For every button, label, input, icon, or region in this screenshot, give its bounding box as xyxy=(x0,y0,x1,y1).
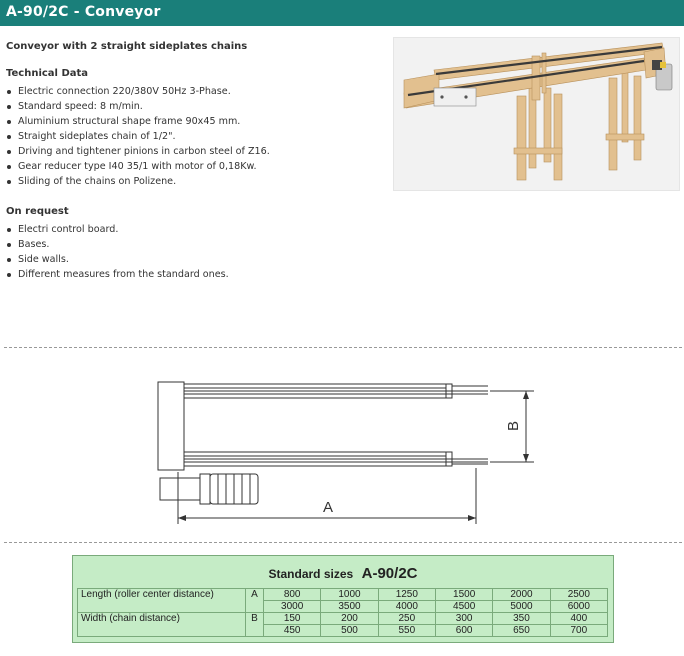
table-cell: 800 xyxy=(264,589,321,601)
dimension-drawing xyxy=(150,374,540,534)
technical-data-heading: Technical Data xyxy=(6,68,89,79)
list-item: Electri control board. xyxy=(6,222,229,237)
table-cell: 6000 xyxy=(550,601,607,613)
table-cell: 3500 xyxy=(321,601,378,613)
table-cell: 650 xyxy=(493,625,550,637)
length-letter: A xyxy=(246,589,264,613)
list-item: Bases. xyxy=(6,237,229,252)
list-item: Driving and tightener pinions in carbon steel of Z16. xyxy=(6,144,270,159)
standard-sizes-table xyxy=(77,588,608,637)
table-cell: 3000 xyxy=(264,601,321,613)
table-cell: 150 xyxy=(264,613,321,625)
list-item: Different measures from the standard ones. xyxy=(6,267,229,282)
table-cell: 2000 xyxy=(493,589,550,601)
dimension-a-label: A xyxy=(322,499,334,516)
list-item: Gear reducer type I40 35/1 with motor of 0,18Kw. xyxy=(6,159,270,174)
table-cell: 300 xyxy=(435,613,492,625)
on-request-heading: On request xyxy=(6,206,69,217)
table-cell: 500 xyxy=(321,625,378,637)
on-request-list xyxy=(6,222,229,282)
table-cell: 450 xyxy=(264,625,321,637)
standard-sizes-panel xyxy=(72,555,614,643)
table-cell: 1500 xyxy=(435,589,492,601)
technical-data-list xyxy=(6,84,270,189)
conveyor-photo xyxy=(393,37,680,191)
table-cell: 200 xyxy=(321,613,378,625)
table-row xyxy=(78,613,608,625)
table-cell: 2500 xyxy=(550,589,607,601)
list-item: Side walls. xyxy=(6,252,229,267)
title-bar xyxy=(0,0,684,26)
standard-sizes-prefix: Standard sizes xyxy=(268,567,354,581)
conveyor-illustration xyxy=(394,38,679,190)
table-cell: 550 xyxy=(378,625,435,637)
dimension-b-label: B xyxy=(505,420,522,432)
table-cell: 1000 xyxy=(321,589,378,601)
list-item: Electric connection 220/380V 50Hz 3-Phase. xyxy=(6,84,270,99)
length-label: Length (roller center distance) xyxy=(78,589,246,613)
table-cell: 5000 xyxy=(493,601,550,613)
table-cell: 1250 xyxy=(378,589,435,601)
width-letter: B xyxy=(246,613,264,637)
table-cell: 350 xyxy=(493,613,550,625)
standard-sizes-model: A-90/2C xyxy=(361,565,418,582)
table-cell: 400 xyxy=(550,613,607,625)
standard-sizes-title xyxy=(73,565,613,583)
list-item: Straight sideplates chain of 1/2". xyxy=(6,129,270,144)
product-subtitle: Conveyor with 2 straight sideplates chains xyxy=(6,41,248,52)
page-title: A-90/2C - Conveyor xyxy=(6,4,161,20)
conveyor-drawing xyxy=(150,374,540,538)
table-cell: 700 xyxy=(550,625,607,637)
table-cell: 250 xyxy=(378,613,435,625)
divider xyxy=(4,542,682,543)
list-item: Aluminium structural shape frame 90x45 mm. xyxy=(6,114,270,129)
table-row xyxy=(78,589,608,601)
table-cell: 4500 xyxy=(435,601,492,613)
divider xyxy=(4,347,682,348)
table-cell: 4000 xyxy=(378,601,435,613)
width-label: Width (chain distance) xyxy=(78,613,246,637)
list-item: Sliding of the chains on Polizene. xyxy=(6,174,270,189)
table-cell: 600 xyxy=(435,625,492,637)
list-item: Standard speed: 8 m/min. xyxy=(6,99,270,114)
